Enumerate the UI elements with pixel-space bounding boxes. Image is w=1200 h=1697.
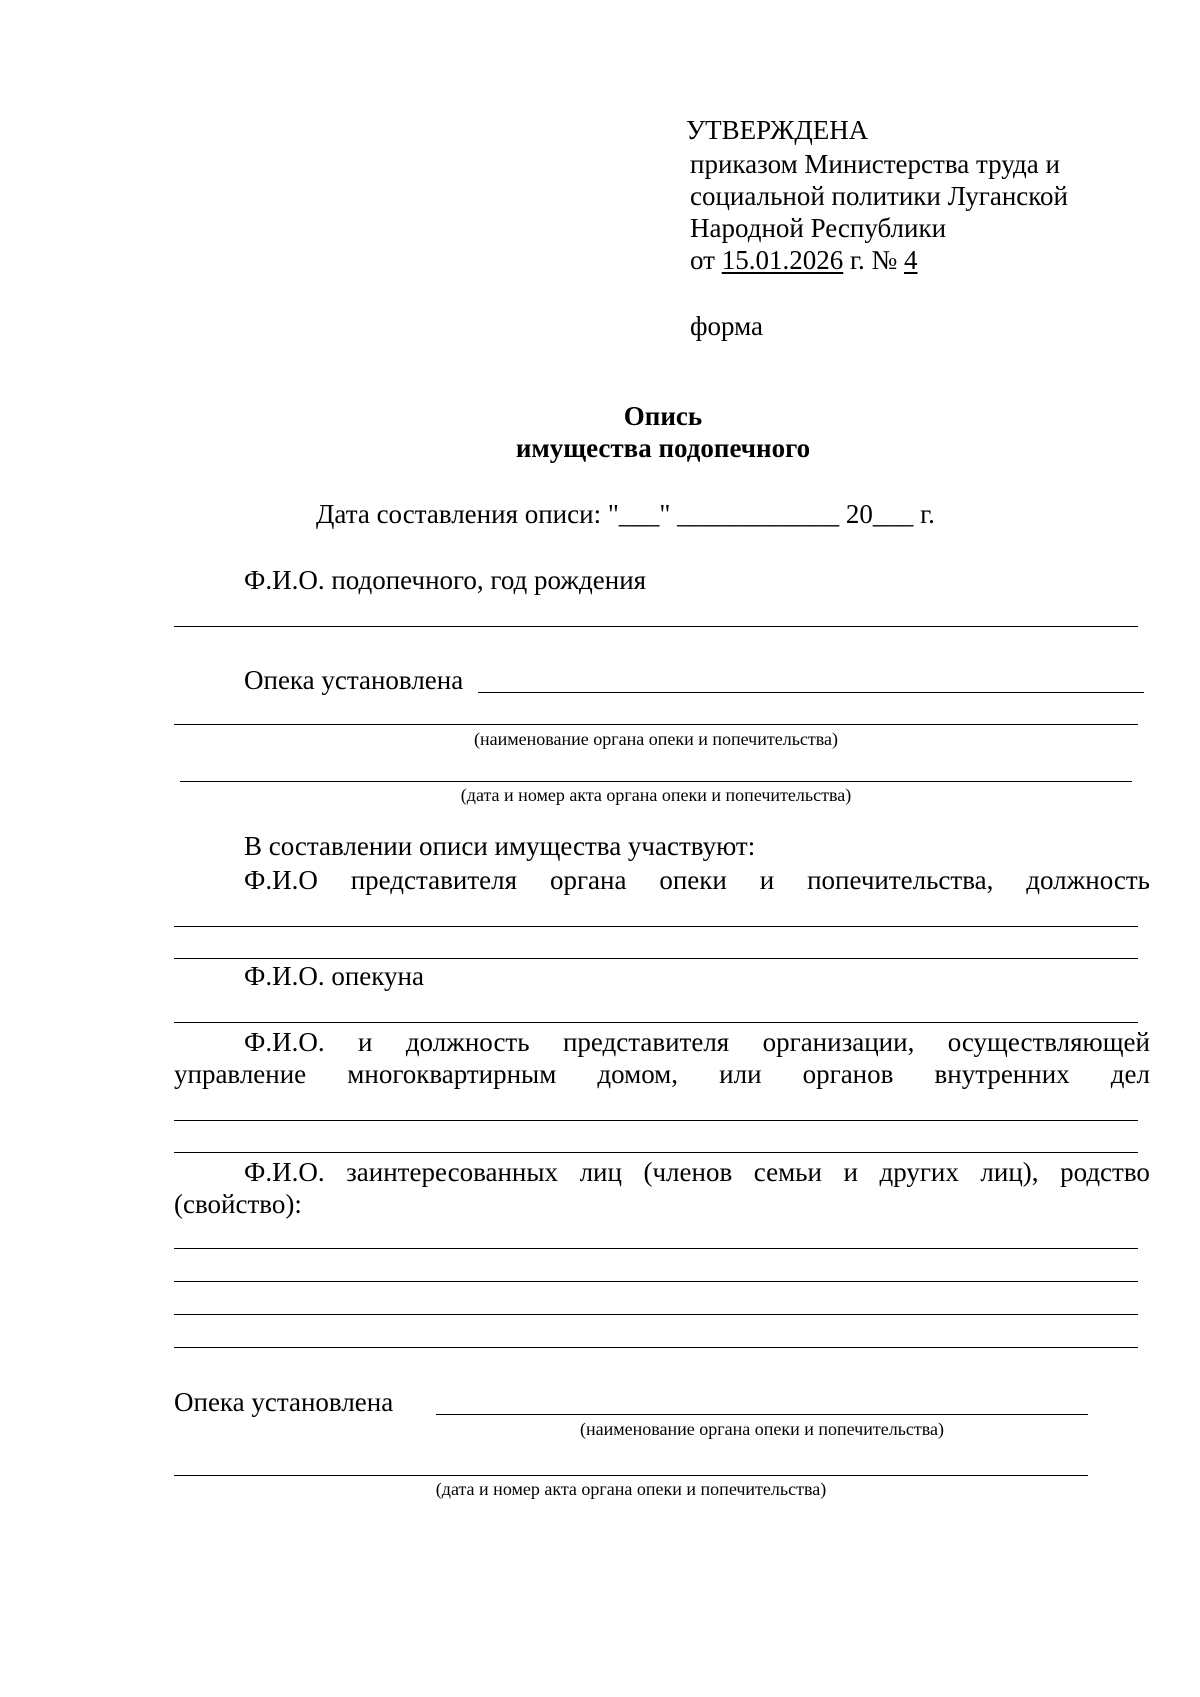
approval-date-suffix: г. № [849,245,898,275]
word: лиц), [980,1157,1039,1187]
word: и [759,865,775,895]
word: или [719,1059,762,1089]
word: других [879,1157,959,1187]
word: осуществляющей [947,1027,1150,1057]
word: управление [174,1059,307,1089]
interested-label-line-1 [244,1156,1150,1188]
word: и [357,1027,373,1057]
word: Ф.И.О [244,865,318,895]
word: организации, [762,1027,915,1057]
guardian-name-field[interactable] [174,1022,1138,1023]
word: родство [1060,1157,1150,1187]
org-rep-label-line-2 [174,1058,1150,1090]
word: органа [549,865,627,895]
ward-name-label: Ф.И.О. подопечного, год рождения [244,565,647,595]
representative-label [244,864,1150,896]
compile-date-label: Дата составления описи: "___" ____________ 20___ г. [316,499,935,529]
form-label: форма [690,311,763,341]
guardian-name-label: Ф.И.О. опекуна [244,961,424,991]
ward-name-field[interactable] [174,626,1138,627]
guardianship-established-label-2: Опека установлена [174,1387,394,1417]
act-date-hint: (дата и номер акта органа опеки и попечительства) [460,785,852,805]
word: семьи [753,1157,822,1187]
interested-field-4[interactable] [174,1347,1138,1348]
representative-field-1[interactable] [174,926,1138,927]
org-rep-field-1[interactable] [174,1120,1138,1121]
approval-title: УТВЕРЖДЕНА [686,115,869,145]
org-rep-field-2[interactable] [174,1152,1138,1153]
approval-line-1: приказом Министерства труда и [690,149,1060,179]
word: и [843,1157,858,1187]
representative-field-2[interactable] [174,958,1138,959]
word: органов [802,1059,894,1089]
document-subtitle: имущества подопечного [515,433,811,463]
word: внутренних [934,1059,1070,1089]
word: заинтересованных [346,1157,559,1187]
word: дел [1110,1059,1150,1089]
word: Ф.И.О. [244,1157,325,1187]
interested-field-3[interactable] [174,1314,1138,1315]
org-rep-label-line-1 [244,1026,1150,1058]
participants-intro: В составлении описи имущества участвуют: [244,831,756,861]
approval-date-prefix: от [690,245,715,275]
interested-label-line-2: (свойство): [174,1189,302,1219]
approval-date: 15.01.2026 [721,245,844,275]
word: домом, [597,1059,679,1089]
interested-field-1[interactable] [174,1248,1138,1249]
word: лиц [579,1157,622,1187]
authority-name-hint: (наименование органа опеки и попечительства) [473,729,839,749]
act-date-field[interactable] [180,781,1132,782]
approval-line-3: Народной Республики [690,213,947,243]
word: (членов [643,1157,733,1187]
act-date-hint-2: (дата и номер акта органа опеки и попечительства) [435,1479,827,1499]
guardianship-established-field-2[interactable] [436,1414,1088,1415]
act-date-field-2[interactable] [174,1475,1088,1476]
word: представителя [350,865,518,895]
word: попечительства, [807,865,994,895]
approval-number: 4 [904,245,918,275]
authority-name-hint-2: (наименование органа опеки и попечительства) [579,1419,945,1439]
interested-field-2[interactable] [174,1281,1138,1282]
document-title: Опись [623,401,703,431]
approval-date-line [690,244,918,276]
word: опеки [659,865,727,895]
guardianship-established-field[interactable] [478,692,1144,693]
guardianship-established-label: Опека установлена [244,665,464,695]
word: Ф.И.О. [244,1027,325,1057]
word: представителя [562,1027,730,1057]
approval-line-2: социальной политики Луганской [690,181,1068,211]
word: должность [1026,865,1150,895]
word: должность [405,1027,530,1057]
authority-name-field[interactable] [174,724,1138,725]
word: многоквартирным [347,1059,557,1089]
